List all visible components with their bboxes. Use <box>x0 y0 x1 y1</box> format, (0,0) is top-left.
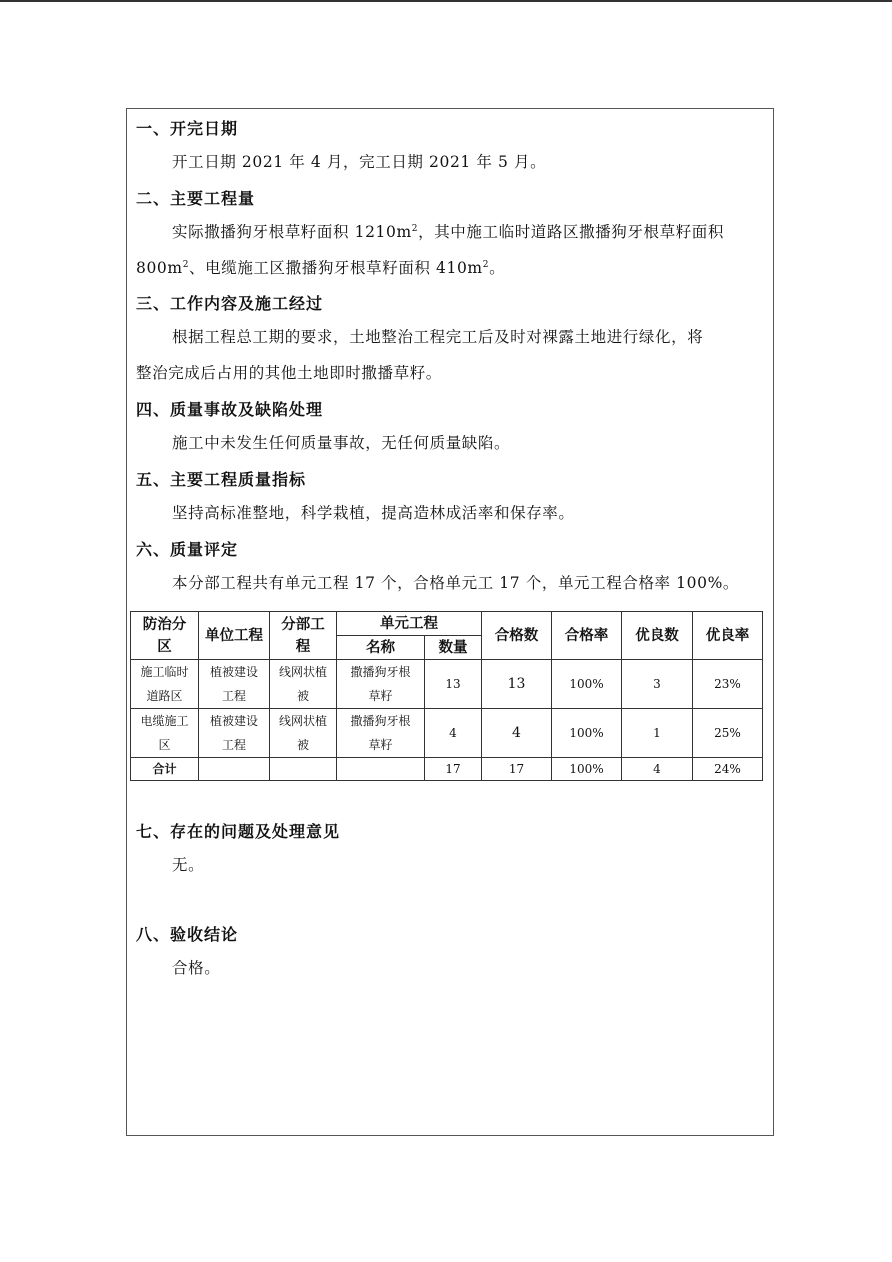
acceptance-text: 合格。 <box>172 959 221 977</box>
total-excellent-rate: 24% <box>693 758 763 781</box>
quality-table <box>130 611 763 781</box>
col-zone: 防治分 区 <box>131 612 199 660</box>
col-sub-project: 分部工 程 <box>270 612 337 660</box>
heading-issues: 七、存在的问题及处理意见 <box>136 822 341 841</box>
cell-sub: 线网状植 被 <box>270 660 337 709</box>
cell-excellent-rate: 23% <box>693 660 763 709</box>
table-row <box>131 660 763 709</box>
heading-dates: 一、开完日期 <box>136 119 239 138</box>
heading-quality-accidents: 四、质量事故及缺陷处理 <box>136 400 324 419</box>
quality-indicators-text: 坚持高标准整地，科学栽植，提高造林成活率和保存率。 <box>172 504 575 522</box>
total-excellent: 4 <box>622 758 693 781</box>
cell-name: 撒播狗牙根 草籽 <box>337 660 425 709</box>
total-empty-cell <box>199 758 270 781</box>
cell-quantity: 4 <box>425 709 482 758</box>
cell-zone: 电缆施工 区 <box>131 709 199 758</box>
cell-unit: 植被建设 工程 <box>199 660 270 709</box>
quantities-line-1: 实际撒播狗牙根草籽面积 $1210m^2$，其中施工临时道路区撒播狗牙根草籽面积 <box>172 223 725 241</box>
quantities-line-2: $800m^2$、电缆施工区撒播狗牙根草籽面积 $410m^2$。 <box>136 259 506 277</box>
cell-excellent: 1 <box>622 709 693 758</box>
work-content-line-1: 根据工程总工期的要求，土地整治工程完工后及时对裸露土地进行绿化，将 <box>172 328 704 346</box>
issues-text: 无。 <box>172 856 205 874</box>
total-label: 合计 <box>131 758 199 781</box>
cell-pass-rate: 100% <box>552 709 622 758</box>
total-empty-cell <box>270 758 337 781</box>
heading-work-content: 三、工作内容及施工经过 <box>136 294 324 313</box>
total-passed: 17 <box>482 758 552 781</box>
table-header-row <box>131 612 763 636</box>
col-excellent: 优良数 <box>622 612 693 660</box>
col-quantity: 数量 <box>425 636 482 660</box>
total-pass-rate: 100% <box>552 758 622 781</box>
col-excellent-rate: 优良率 <box>693 612 763 660</box>
heading-quality-indicators: 五、主要工程质量指标 <box>136 470 307 489</box>
cell-passed: 13 <box>482 660 552 709</box>
cell-excellent: 3 <box>622 660 693 709</box>
cell-unit: 植被建设 工程 <box>199 709 270 758</box>
col-pass-rate: 合格率 <box>552 612 622 660</box>
heading-acceptance: 八、验收结论 <box>136 925 239 944</box>
work-content-line-2: 整治完成后占用的其他土地即时撒播草籽。 <box>136 364 442 382</box>
cell-quantity: 13 <box>425 660 482 709</box>
col-unit-project: 单位工程 <box>199 612 270 660</box>
cell-passed: 4 <box>482 709 552 758</box>
col-passed: 合格数 <box>482 612 552 660</box>
dates-text: 开工日期 2021 年 4 月，完工日期 2021 年 5 月。 <box>172 153 547 171</box>
cell-sub: 线网状植 被 <box>270 709 337 758</box>
cell-excellent-rate: 25% <box>693 709 763 758</box>
cell-pass-rate: 100% <box>552 660 622 709</box>
table-row <box>131 709 763 758</box>
table-total-row <box>131 758 763 781</box>
quality-evaluation-text: 本分部工程共有单元工程 17 个，合格单元工 17 个，单元工程合格率 100%。 <box>172 574 739 592</box>
col-element-project: 单元工程 <box>337 612 482 636</box>
heading-quantities: 二、主要工程量 <box>136 189 256 208</box>
cell-name: 撒播狗牙根 草籽 <box>337 709 425 758</box>
col-name: 名称 <box>337 636 425 660</box>
total-empty-cell <box>337 758 425 781</box>
cell-zone: 施工临时 道路区 <box>131 660 199 709</box>
quality-accidents-text: 施工中未发生任何质量事故，无任何质量缺陷。 <box>172 434 511 452</box>
total-quantity: 17 <box>425 758 482 781</box>
heading-quality-evaluation: 六、质量评定 <box>136 540 239 559</box>
page-top-rule <box>0 0 892 2</box>
